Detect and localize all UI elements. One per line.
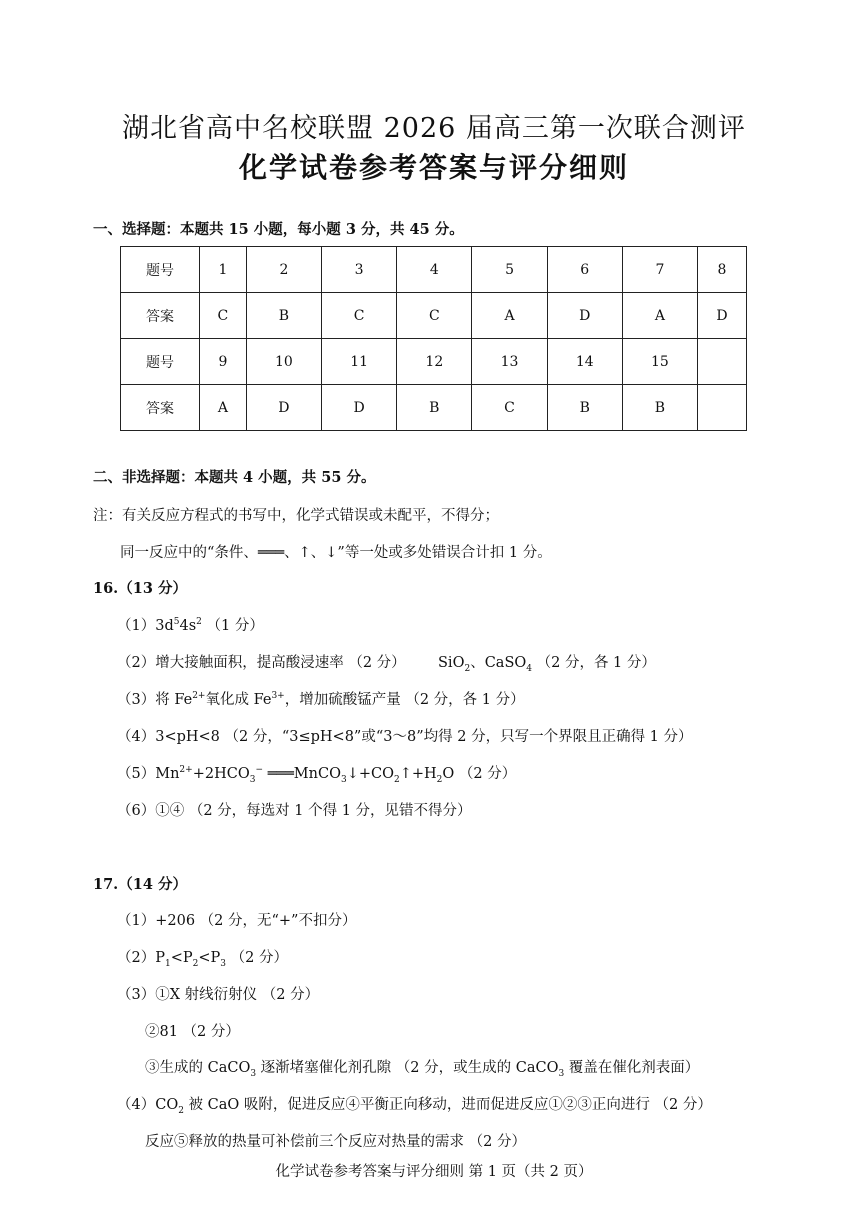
text: （1）3d: [117, 618, 174, 634]
q16-answer-5: [117, 762, 516, 783]
table-cell: B: [547, 385, 622, 431]
text: 、CaSO: [470, 655, 527, 671]
table-cell: 14: [547, 339, 622, 385]
table-cell: 6: [547, 247, 622, 293]
table-row: [121, 293, 747, 339]
text: （2 分）: [226, 950, 288, 966]
table-cell: D: [547, 293, 622, 339]
q17-answer-3a: （3）①X 射线衍射仪 （2 分）: [117, 987, 320, 1003]
subscript: 3: [249, 774, 256, 785]
q17-answer-4a: [117, 1093, 712, 1114]
table-cell: 13: [472, 339, 547, 385]
subscript: 2: [178, 1105, 184, 1116]
table-cell: 8: [698, 247, 747, 293]
note-line-2: 同一反应中的“条件、═══、↑、↓”等一处或多处错误合计扣 1 分。: [120, 545, 552, 561]
table-cell: 15: [622, 339, 697, 385]
subscript: 3: [220, 958, 226, 969]
q16-answer-2: （2）增大接触面积，提高酸浸速率 （2 分）: [117, 655, 406, 671]
note-line-1: 注：有关反应方程式的书写中，化学式错误或未配平，不得分；: [93, 508, 499, 524]
text: ═══MnCO: [263, 766, 341, 782]
table-cell: 3: [322, 247, 397, 293]
text: （5）Mn: [117, 766, 180, 782]
q16-answer-1: [117, 614, 264, 635]
row-label: 答案: [121, 293, 200, 339]
text: ↓+CO: [346, 766, 394, 782]
superscript: 5: [173, 617, 180, 628]
subscript: 4: [526, 663, 532, 674]
table-row: [121, 385, 747, 431]
text: 氧化成 Fe: [205, 692, 272, 708]
text: （4）CO: [117, 1097, 179, 1113]
text: ③生成的 CaCO: [145, 1060, 251, 1076]
row-label: 题号: [121, 339, 200, 385]
table-cell: 5: [472, 247, 547, 293]
table-cell: 9: [200, 339, 247, 385]
q17-answer-2: [117, 946, 288, 967]
text: 4s: [179, 618, 197, 634]
table-cell: 11: [322, 339, 397, 385]
subscript: 3: [340, 774, 347, 785]
table-cell: C: [322, 293, 397, 339]
table-cell: A: [622, 293, 697, 339]
table-cell: 10: [246, 339, 321, 385]
superscript: 2+: [192, 691, 206, 702]
superscript: 3+: [271, 691, 285, 702]
text: 逐渐堵塞催化剂孔隙 （2 分，或生成的 CaCO: [256, 1060, 559, 1076]
q16-answer-3: [117, 688, 525, 709]
text: 覆盖在催化剂表面）: [564, 1060, 700, 1076]
table-cell: C: [200, 293, 247, 339]
text: <P: [198, 950, 221, 966]
table-cell: 7: [622, 247, 697, 293]
row-label: 题号: [121, 247, 200, 293]
text: （3）将 Fe: [117, 692, 193, 708]
superscript: −: [255, 765, 263, 776]
table-cell: D: [698, 293, 747, 339]
table-cell: 12: [397, 339, 472, 385]
table-cell: C: [472, 385, 547, 431]
q16-answer-2b: [438, 651, 656, 672]
table-cell: D: [322, 385, 397, 431]
subscript: 2: [192, 958, 199, 969]
page-footer: 化学试卷参考答案与评分细则 第 1 页（共 2 页）: [275, 1164, 593, 1180]
q17-answer-1: （1）+206 （2 分，无“+”不扣分）: [117, 913, 357, 929]
row-label: 答案: [121, 385, 200, 431]
table-row: [121, 339, 747, 385]
text: （2）P: [117, 950, 165, 966]
table-cell: A: [472, 293, 547, 339]
section1-header: 一、选择题：本题共 15 小题，每小题 3 分，共 45 分。: [93, 221, 464, 238]
subscript: 2: [436, 774, 443, 785]
subscript: 2: [393, 774, 400, 785]
text: ↑+H: [399, 766, 437, 782]
text: SiO: [438, 655, 465, 671]
table-cell: [698, 385, 747, 431]
q16-header: 16.（13 分）: [93, 580, 187, 597]
table-cell: B: [397, 385, 472, 431]
q17-answer-4b: 反应⑤释放的热量可补偿前三个反应对热量的需求 （2 分）: [145, 1134, 526, 1150]
subscript: 3: [250, 1068, 257, 1079]
table-cell: [698, 339, 747, 385]
text: O （2 分）: [442, 766, 517, 782]
text: （2 分，各 1 分）: [532, 655, 656, 671]
table-cell: A: [200, 385, 247, 431]
text: 被 CaO 吸附，促进反应④平衡正向移动，进而促进反应①②③正向进行 （2 分）: [183, 1097, 712, 1113]
text: +2HCO: [192, 766, 250, 782]
subscript: 3: [558, 1068, 565, 1079]
table-cell: C: [397, 293, 472, 339]
superscript: 2+: [179, 765, 193, 776]
table-cell: 2: [246, 247, 321, 293]
table-cell: D: [246, 385, 321, 431]
section2-header: 二、非选择题：本题共 4 小题，共 55 分。: [93, 469, 376, 486]
table-cell: B: [246, 293, 321, 339]
q17-answer-3b: ②81 （2 分）: [145, 1024, 240, 1040]
table-row: [121, 247, 747, 293]
q16-answer-6: （6）①④ （2 分，每选对 1 个得 1 分，见错不得分）: [117, 803, 472, 819]
text: （1 分）: [201, 618, 264, 634]
table-cell: 4: [397, 247, 472, 293]
title-line1: 湖北省高中名校联盟 2026 届高三第一次联合测评: [122, 113, 746, 144]
q17-header: 17.（14 分）: [93, 876, 187, 893]
q17-answer-3c: [145, 1056, 699, 1077]
answer-table: [120, 246, 747, 431]
text: <P: [170, 950, 193, 966]
subscript: 2: [464, 663, 471, 674]
title-line2: 化学试卷参考答案与评分细则: [238, 151, 629, 184]
table-cell: 1: [200, 247, 247, 293]
q16-answer-4: （4）3<pH<8 （2 分，“3≤pH<8”或“3～8”均得 2 分，只写一个界限且正确得 1 分）: [117, 729, 693, 745]
superscript: 2: [196, 617, 202, 628]
table-cell: B: [622, 385, 697, 431]
subscript: 1: [164, 958, 171, 969]
text: ，增加硫酸锰产量 （2 分，各 1 分）: [284, 692, 525, 708]
